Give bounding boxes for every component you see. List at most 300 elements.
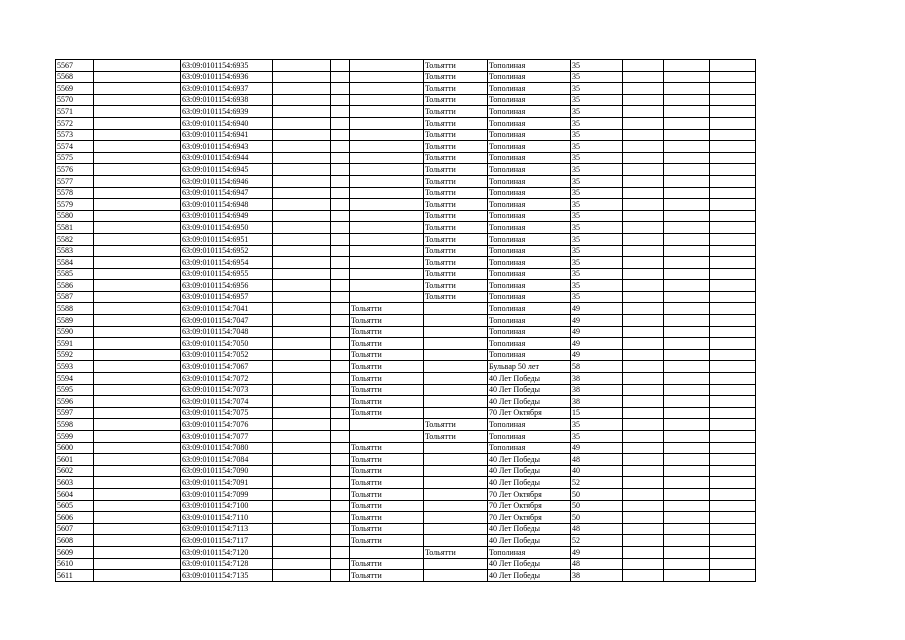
table-row bbox=[56, 199, 756, 211]
cadastral-number-cell: 63:09:0101154:7072 bbox=[181, 373, 273, 385]
blank-cell bbox=[664, 523, 710, 535]
blank-cell bbox=[94, 558, 181, 570]
city-cell bbox=[350, 60, 424, 72]
blank-cell bbox=[623, 175, 664, 187]
city-cell: Тольятти bbox=[424, 546, 488, 558]
blank-cell bbox=[273, 245, 331, 257]
row-number-cell: 5591 bbox=[56, 338, 94, 350]
blank-cell bbox=[664, 431, 710, 443]
blank-cell bbox=[710, 280, 756, 292]
row-number-cell: 5573 bbox=[56, 129, 94, 141]
table-row bbox=[56, 268, 756, 280]
cadastral-number-cell: 63:09:0101154:6956 bbox=[181, 280, 273, 292]
blank-cell bbox=[623, 83, 664, 95]
city-cell: Тольятти bbox=[424, 280, 488, 292]
row-number-cell: 5584 bbox=[56, 257, 94, 269]
city-cell bbox=[350, 199, 424, 211]
house-number-cell: 50 bbox=[571, 500, 623, 512]
row-number-cell: 5589 bbox=[56, 315, 94, 327]
blank-cell bbox=[623, 141, 664, 153]
house-number-cell: 48 bbox=[571, 558, 623, 570]
city-cell bbox=[350, 431, 424, 443]
blank-cell bbox=[664, 488, 710, 500]
blank-cell bbox=[664, 233, 710, 245]
cadastral-number-cell: 63:09:0101154:6950 bbox=[181, 222, 273, 234]
city-cell bbox=[350, 233, 424, 245]
blank-cell bbox=[331, 419, 350, 431]
cadastral-number-cell: 63:09:0101154:7050 bbox=[181, 338, 273, 350]
blank-cell bbox=[623, 210, 664, 222]
street-cell: 40 Лет Победы bbox=[488, 535, 571, 547]
blank-cell bbox=[664, 454, 710, 466]
street-cell: 40 Лет Победы bbox=[488, 570, 571, 582]
blank-cell bbox=[331, 349, 350, 361]
blank-cell bbox=[94, 315, 181, 327]
blank-cell bbox=[273, 222, 331, 234]
blank-cell bbox=[710, 245, 756, 257]
blank-cell bbox=[710, 117, 756, 129]
blank-cell bbox=[94, 94, 181, 106]
cadastral-number-cell: 63:09:0101154:7128 bbox=[181, 558, 273, 570]
cadastral-number-cell: 63:09:0101154:7075 bbox=[181, 407, 273, 419]
cadastral-number-cell: 63:09:0101154:7110 bbox=[181, 512, 273, 524]
blank-cell bbox=[710, 570, 756, 582]
cadastral-number-cell: 63:09:0101154:7067 bbox=[181, 361, 273, 373]
blank-cell bbox=[664, 106, 710, 118]
blank-cell bbox=[710, 384, 756, 396]
blank-cell bbox=[331, 396, 350, 408]
table-row bbox=[56, 373, 756, 385]
city-cell bbox=[424, 315, 488, 327]
table-row bbox=[56, 222, 756, 234]
city-cell bbox=[350, 129, 424, 141]
street-cell: Тополиная bbox=[488, 83, 571, 95]
blank-cell bbox=[273, 546, 331, 558]
city-cell: Тольятти bbox=[424, 199, 488, 211]
city-cell: Тольятти bbox=[424, 210, 488, 222]
city-cell bbox=[350, 141, 424, 153]
blank-cell bbox=[273, 326, 331, 338]
blank-cell bbox=[664, 349, 710, 361]
blank-cell bbox=[94, 303, 181, 315]
city-cell: Тольятти bbox=[350, 442, 424, 454]
blank-cell bbox=[664, 291, 710, 303]
blank-cell bbox=[331, 187, 350, 199]
blank-cell bbox=[331, 407, 350, 419]
blank-cell bbox=[331, 60, 350, 72]
blank-cell bbox=[331, 210, 350, 222]
blank-cell bbox=[331, 233, 350, 245]
table-row bbox=[56, 60, 756, 72]
blank-cell bbox=[623, 338, 664, 350]
blank-cell bbox=[273, 175, 331, 187]
blank-cell bbox=[94, 384, 181, 396]
house-number-cell: 35 bbox=[571, 152, 623, 164]
city-cell: Тольятти bbox=[350, 303, 424, 315]
blank-cell bbox=[331, 71, 350, 83]
cadastral-number-cell: 63:09:0101154:7113 bbox=[181, 523, 273, 535]
blank-cell bbox=[710, 373, 756, 385]
house-number-cell: 35 bbox=[571, 83, 623, 95]
blank-cell bbox=[94, 280, 181, 292]
blank-cell bbox=[710, 129, 756, 141]
house-number-cell: 49 bbox=[571, 303, 623, 315]
blank-cell bbox=[623, 280, 664, 292]
blank-cell bbox=[331, 442, 350, 454]
table-row bbox=[56, 465, 756, 477]
blank-cell bbox=[623, 546, 664, 558]
street-cell: Тополиная bbox=[488, 222, 571, 234]
city-cell bbox=[350, 210, 424, 222]
blank-cell bbox=[664, 512, 710, 524]
street-cell: Тополиная bbox=[488, 257, 571, 269]
blank-cell bbox=[623, 419, 664, 431]
blank-cell bbox=[623, 384, 664, 396]
blank-cell bbox=[94, 419, 181, 431]
city-cell bbox=[424, 535, 488, 547]
city-cell bbox=[424, 477, 488, 489]
city-cell bbox=[424, 407, 488, 419]
blank-cell bbox=[273, 280, 331, 292]
city-cell bbox=[350, 117, 424, 129]
house-number-cell: 35 bbox=[571, 268, 623, 280]
street-cell: 70 Лет Октября bbox=[488, 407, 571, 419]
row-number-cell: 5599 bbox=[56, 431, 94, 443]
street-cell: 40 Лет Победы bbox=[488, 454, 571, 466]
cadastral-number-cell: 63:09:0101154:7135 bbox=[181, 570, 273, 582]
cadastral-number-cell: 63:09:0101154:7073 bbox=[181, 384, 273, 396]
blank-cell bbox=[331, 129, 350, 141]
blank-cell bbox=[94, 60, 181, 72]
city-cell bbox=[424, 373, 488, 385]
blank-cell bbox=[331, 570, 350, 582]
blank-cell bbox=[273, 431, 331, 443]
table-row bbox=[56, 535, 756, 547]
blank-cell bbox=[331, 257, 350, 269]
blank-cell bbox=[331, 280, 350, 292]
cadastral-number-cell: 63:09:0101154:6951 bbox=[181, 233, 273, 245]
table-row bbox=[56, 280, 756, 292]
table-row bbox=[56, 175, 756, 187]
city-cell bbox=[350, 71, 424, 83]
table-row bbox=[56, 338, 756, 350]
house-number-cell: 49 bbox=[571, 338, 623, 350]
blank-cell bbox=[664, 268, 710, 280]
blank-cell bbox=[273, 106, 331, 118]
blank-cell bbox=[94, 535, 181, 547]
street-cell: Тополиная bbox=[488, 546, 571, 558]
street-cell: Тополиная bbox=[488, 303, 571, 315]
blank-cell bbox=[273, 257, 331, 269]
blank-cell bbox=[664, 199, 710, 211]
cadastral-number-cell: 63:09:0101154:6949 bbox=[181, 210, 273, 222]
blank-cell bbox=[710, 326, 756, 338]
blank-cell bbox=[331, 315, 350, 327]
blank-cell bbox=[331, 338, 350, 350]
blank-cell bbox=[710, 152, 756, 164]
table-row bbox=[56, 349, 756, 361]
blank-cell bbox=[94, 407, 181, 419]
city-cell: Тольятти bbox=[350, 535, 424, 547]
blank-cell bbox=[331, 303, 350, 315]
street-cell: 70 Лет Октября bbox=[488, 512, 571, 524]
city-cell: Тольятти bbox=[424, 71, 488, 83]
city-cell bbox=[350, 94, 424, 106]
blank-cell bbox=[273, 523, 331, 535]
blank-cell bbox=[273, 338, 331, 350]
city-cell bbox=[424, 488, 488, 500]
city-cell bbox=[424, 523, 488, 535]
blank-cell bbox=[664, 477, 710, 489]
city-cell bbox=[350, 164, 424, 176]
cadastral-number-cell: 63:09:0101154:6945 bbox=[181, 164, 273, 176]
city-cell: Тольятти bbox=[424, 164, 488, 176]
blank-cell bbox=[710, 71, 756, 83]
blank-cell bbox=[94, 141, 181, 153]
cadastral-number-cell: 63:09:0101154:7120 bbox=[181, 546, 273, 558]
blank-cell bbox=[710, 500, 756, 512]
street-cell: Тополиная bbox=[488, 291, 571, 303]
blank-cell bbox=[94, 431, 181, 443]
cadastral-number-cell: 63:09:0101154:7099 bbox=[181, 488, 273, 500]
table-row bbox=[56, 488, 756, 500]
row-number-cell: 5594 bbox=[56, 373, 94, 385]
blank-cell bbox=[94, 233, 181, 245]
street-cell: Тополиная bbox=[488, 210, 571, 222]
cadastral-number-cell: 63:09:0101154:7117 bbox=[181, 535, 273, 547]
blank-cell bbox=[664, 500, 710, 512]
cadastral-number-cell: 63:09:0101154:6941 bbox=[181, 129, 273, 141]
house-number-cell: 35 bbox=[571, 257, 623, 269]
house-number-cell: 35 bbox=[571, 280, 623, 292]
blank-cell bbox=[331, 106, 350, 118]
street-cell: 40 Лет Победы bbox=[488, 396, 571, 408]
blank-cell bbox=[710, 465, 756, 477]
city-cell: Тольятти bbox=[424, 222, 488, 234]
city-cell bbox=[424, 512, 488, 524]
blank-cell bbox=[273, 442, 331, 454]
blank-cell bbox=[623, 431, 664, 443]
city-cell: Тольятти bbox=[424, 141, 488, 153]
blank-cell bbox=[664, 152, 710, 164]
blank-cell bbox=[710, 291, 756, 303]
blank-cell bbox=[710, 222, 756, 234]
row-number-cell: 5575 bbox=[56, 152, 94, 164]
street-cell: Тополиная bbox=[488, 245, 571, 257]
blank-cell bbox=[94, 477, 181, 489]
blank-cell bbox=[664, 303, 710, 315]
table-row bbox=[56, 71, 756, 83]
blank-cell bbox=[94, 152, 181, 164]
table-row bbox=[56, 257, 756, 269]
blank-cell bbox=[331, 83, 350, 95]
blank-cell bbox=[710, 60, 756, 72]
blank-cell bbox=[623, 268, 664, 280]
blank-cell bbox=[710, 315, 756, 327]
table-body bbox=[56, 60, 756, 582]
house-number-cell: 58 bbox=[571, 361, 623, 373]
row-number-cell: 5585 bbox=[56, 268, 94, 280]
row-number-cell: 5592 bbox=[56, 349, 94, 361]
row-number-cell: 5600 bbox=[56, 442, 94, 454]
city-cell: Тольятти bbox=[350, 396, 424, 408]
blank-cell bbox=[623, 361, 664, 373]
city-cell: Тольятти bbox=[350, 384, 424, 396]
cadastral-number-cell: 63:09:0101154:7091 bbox=[181, 477, 273, 489]
blank-cell bbox=[710, 187, 756, 199]
row-number-cell: 5603 bbox=[56, 477, 94, 489]
street-cell: Тополиная bbox=[488, 106, 571, 118]
blank-cell bbox=[94, 546, 181, 558]
blank-cell bbox=[331, 199, 350, 211]
city-cell: Тольятти bbox=[424, 152, 488, 164]
blank-cell bbox=[273, 419, 331, 431]
blank-cell bbox=[273, 535, 331, 547]
table-row bbox=[56, 291, 756, 303]
blank-cell bbox=[710, 141, 756, 153]
blank-cell bbox=[664, 141, 710, 153]
city-cell: Тольятти bbox=[350, 523, 424, 535]
blank-cell bbox=[664, 315, 710, 327]
blank-cell bbox=[664, 60, 710, 72]
row-number-cell: 5610 bbox=[56, 558, 94, 570]
house-number-cell: 15 bbox=[571, 407, 623, 419]
blank-cell bbox=[664, 71, 710, 83]
blank-cell bbox=[710, 83, 756, 95]
table-row bbox=[56, 419, 756, 431]
blank-cell bbox=[623, 488, 664, 500]
city-cell: Тольятти bbox=[424, 245, 488, 257]
blank-cell bbox=[331, 291, 350, 303]
street-cell: Тополиная bbox=[488, 164, 571, 176]
blank-cell bbox=[331, 454, 350, 466]
street-cell: Тополиная bbox=[488, 141, 571, 153]
city-cell: Тольятти bbox=[350, 500, 424, 512]
street-cell: Тополиная bbox=[488, 419, 571, 431]
table-row bbox=[56, 558, 756, 570]
blank-cell bbox=[664, 245, 710, 257]
city-cell bbox=[424, 396, 488, 408]
table-row bbox=[56, 94, 756, 106]
blank-cell bbox=[273, 152, 331, 164]
blank-cell bbox=[664, 338, 710, 350]
city-cell bbox=[424, 558, 488, 570]
city-cell: Тольятти bbox=[350, 454, 424, 466]
street-cell: Тополиная bbox=[488, 71, 571, 83]
blank-cell bbox=[331, 431, 350, 443]
blank-cell bbox=[623, 465, 664, 477]
row-number-cell: 5611 bbox=[56, 570, 94, 582]
blank-cell bbox=[331, 384, 350, 396]
row-number-cell: 5609 bbox=[56, 546, 94, 558]
house-number-cell: 35 bbox=[571, 94, 623, 106]
blank-cell bbox=[273, 291, 331, 303]
blank-cell bbox=[94, 500, 181, 512]
row-number-cell: 5578 bbox=[56, 187, 94, 199]
cadastral-number-cell: 63:09:0101154:7041 bbox=[181, 303, 273, 315]
blank-cell bbox=[94, 465, 181, 477]
blank-cell bbox=[664, 326, 710, 338]
house-number-cell: 35 bbox=[571, 245, 623, 257]
blank-cell bbox=[331, 117, 350, 129]
street-cell: Тополиная bbox=[488, 199, 571, 211]
city-cell: Тольятти bbox=[350, 349, 424, 361]
cadastral-number-cell: 63:09:0101154:7100 bbox=[181, 500, 273, 512]
blank-cell bbox=[664, 117, 710, 129]
street-cell: 40 Лет Победы bbox=[488, 477, 571, 489]
cadastral-number-cell: 63:09:0101154:6939 bbox=[181, 106, 273, 118]
blank-cell bbox=[623, 396, 664, 408]
city-cell bbox=[350, 419, 424, 431]
table-row bbox=[56, 233, 756, 245]
blank-cell bbox=[94, 373, 181, 385]
house-number-cell: 40 bbox=[571, 465, 623, 477]
row-number-cell: 5606 bbox=[56, 512, 94, 524]
street-cell: Тополиная bbox=[488, 315, 571, 327]
street-cell: Тополиная bbox=[488, 129, 571, 141]
blank-cell bbox=[623, 164, 664, 176]
row-number-cell: 5598 bbox=[56, 419, 94, 431]
city-cell bbox=[424, 500, 488, 512]
row-number-cell: 5605 bbox=[56, 500, 94, 512]
blank-cell bbox=[623, 512, 664, 524]
city-cell bbox=[350, 257, 424, 269]
blank-cell bbox=[273, 373, 331, 385]
blank-cell bbox=[94, 175, 181, 187]
blank-cell bbox=[94, 83, 181, 95]
table-row bbox=[56, 442, 756, 454]
blank-cell bbox=[94, 117, 181, 129]
row-number-cell: 5567 bbox=[56, 60, 94, 72]
blank-cell bbox=[623, 60, 664, 72]
city-cell: Тольятти bbox=[350, 407, 424, 419]
row-number-cell: 5597 bbox=[56, 407, 94, 419]
blank-cell bbox=[623, 523, 664, 535]
blank-cell bbox=[94, 512, 181, 524]
table-row bbox=[56, 152, 756, 164]
blank-cell bbox=[331, 268, 350, 280]
house-number-cell: 38 bbox=[571, 570, 623, 582]
blank-cell bbox=[664, 570, 710, 582]
blank-cell bbox=[623, 233, 664, 245]
blank-cell bbox=[710, 106, 756, 118]
blank-cell bbox=[710, 523, 756, 535]
street-cell: Бульвар 50 лет bbox=[488, 361, 571, 373]
city-cell: Тольятти bbox=[350, 465, 424, 477]
blank-cell bbox=[623, 303, 664, 315]
city-cell: Тольятти bbox=[350, 570, 424, 582]
city-cell bbox=[350, 152, 424, 164]
blank-cell bbox=[664, 465, 710, 477]
house-number-cell: 35 bbox=[571, 419, 623, 431]
blank-cell bbox=[664, 407, 710, 419]
city-cell: Тольятти bbox=[424, 419, 488, 431]
blank-cell bbox=[94, 291, 181, 303]
blank-cell bbox=[94, 523, 181, 535]
blank-cell bbox=[710, 488, 756, 500]
house-number-cell: 35 bbox=[571, 431, 623, 443]
city-cell bbox=[424, 384, 488, 396]
city-cell bbox=[424, 570, 488, 582]
city-cell bbox=[350, 106, 424, 118]
cadastral-number-cell: 63:09:0101154:7090 bbox=[181, 465, 273, 477]
blank-cell bbox=[664, 83, 710, 95]
blank-cell bbox=[273, 141, 331, 153]
blank-cell bbox=[273, 396, 331, 408]
house-number-cell: 35 bbox=[571, 60, 623, 72]
house-number-cell: 35 bbox=[571, 233, 623, 245]
cadastral-number-cell: 63:09:0101154:6955 bbox=[181, 268, 273, 280]
